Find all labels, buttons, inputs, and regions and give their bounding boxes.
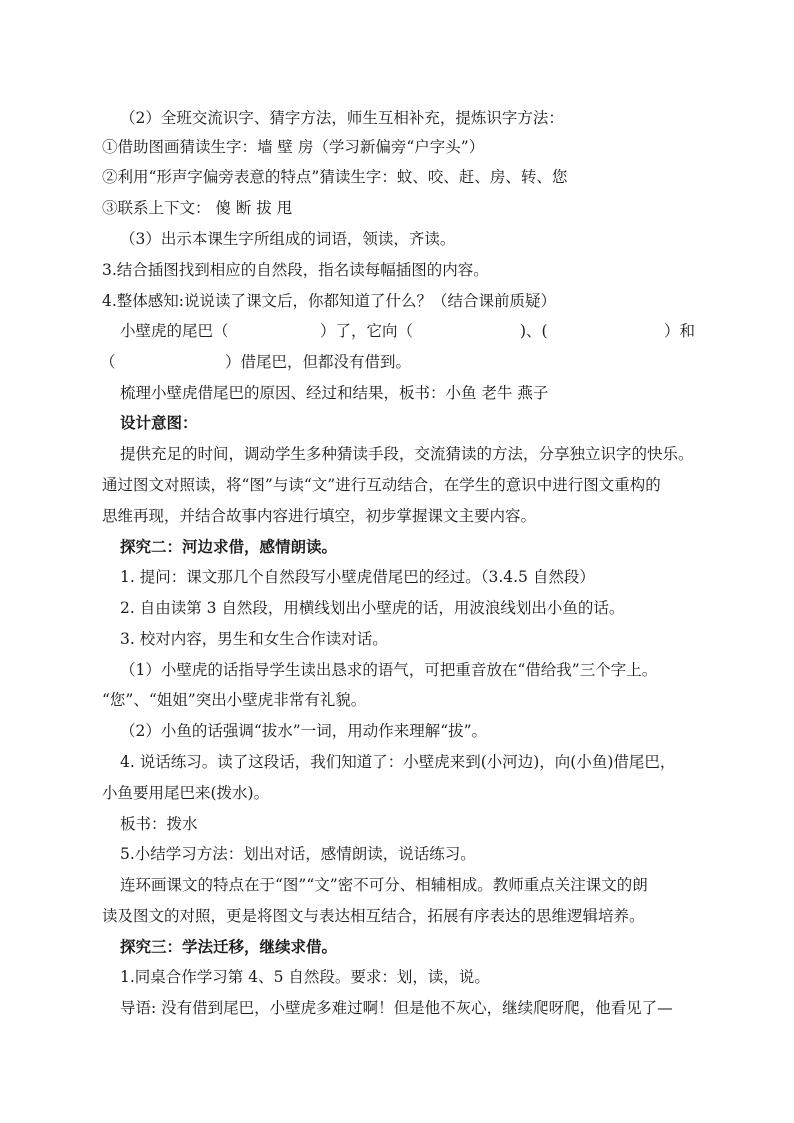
text-line: ②利用“形声字偏旁表意的特点”猜读生字：蚊、咬、赶、房、转、您: [102, 168, 568, 186]
text-line: 4.整体感知:说说读了课文后，你都知道了什么？（结合课前质疑）: [102, 292, 557, 310]
text-fragment: ）借尾巴，但都没有借到。: [225, 353, 412, 371]
text-line: 1.同桌合作学习第 4、5 自然段。要求：划，读，说。: [120, 968, 490, 986]
section-heading: 探究三：学法迁移，继续求借。: [120, 937, 338, 956]
text-line: 导语: 没有借到尾巴，小壁虎多难过啊！但是他不灰心，继续爬呀爬，他看见了—: [120, 999, 673, 1017]
text-line: （3）出示本课生字所组成的词语，领读，齐读。: [120, 230, 456, 248]
text-line: ①借助图画猜读生字：墙 壁 房（学习新偏旁“户字头”）: [102, 138, 485, 156]
text-line: 连环画课文的特点在于“图”“文”密不可分、相辅相成。教师重点关注课文的朗: [120, 876, 648, 894]
section-heading: 设计意图：: [120, 413, 198, 432]
text-line: （1）小壁虎的话指导学生读出恳求的语气，可把重音放在“借给我”三个字上。: [120, 661, 658, 679]
text-line: 梳理小壁虎借尾巴的原因、经过和结果，板书：小鱼 老牛 燕子: [120, 384, 549, 402]
text-line: 板书：拨水: [120, 815, 198, 833]
text-fragment: （: [100, 353, 116, 371]
text-line: 通过图文对照读，将“图”与读“文”进行互动结合，在学生的意识中进行图文重构的: [102, 476, 661, 494]
text-line: ③联系上下文： 傻 断 拔 甩: [102, 199, 293, 217]
text-line: 小鱼要用尾巴来(拨水)。: [102, 784, 270, 802]
text-line: 提供充足的时间，调动学生多种猜读手段，交流猜读的方法，分享独立识字的快乐。: [120, 445, 694, 463]
text-line: 2. 自由读第 3 自然段，用横线划出小壁虎的话，用波浪线划出小鱼的话。: [120, 599, 625, 617]
text-fragment: ）了，它向（: [320, 322, 414, 340]
text-fragment: )、(: [520, 322, 548, 340]
fill-in-blank-line: [0, 321, 794, 341]
text-line: “您”、“姐姐”突出小壁虎非常有礼貌。: [102, 691, 367, 709]
text-line: （2）全班交流识字、猜字方法，师生互相补充，提炼识字方法：: [120, 109, 564, 127]
text-line: （2）小鱼的话强调“拔水”一词，用动作来理解“拔”。: [120, 722, 488, 740]
section-heading: 探究二：河边求借，感情朗读。: [120, 537, 338, 556]
text-line: 1. 提问：课文那几个自然段写小壁虎借尾巴的经过。（3.4.5 自然段）: [120, 568, 595, 586]
text-fragment: ）和: [664, 322, 696, 340]
text-line: 3. 校对内容，男生和女生合作读对话。: [120, 630, 388, 648]
text-line: 3.结合插图找到相应的自然段，指名读每幅插图的内容。: [102, 261, 489, 279]
fill-in-blank-line: [0, 352, 794, 372]
text-line: 读及图文的对照，更是将图文与表达相互结合，拓展有序表达的思维逻辑培养。: [102, 907, 645, 925]
text-fragment: 小壁虎的尾巴（: [120, 322, 229, 340]
text-line: 思维再现，并结合故事内容进行填空，初步掌握课文主要内容。: [102, 507, 537, 525]
text-line: 5.小结学习方法：划出对话，感情朗读，说话练习。: [120, 845, 476, 863]
text-line: 4. 说话练习。读了这段话，我们知道了：小壁虎来到(小河边)，向(小鱼)借尾巴，: [120, 753, 676, 771]
